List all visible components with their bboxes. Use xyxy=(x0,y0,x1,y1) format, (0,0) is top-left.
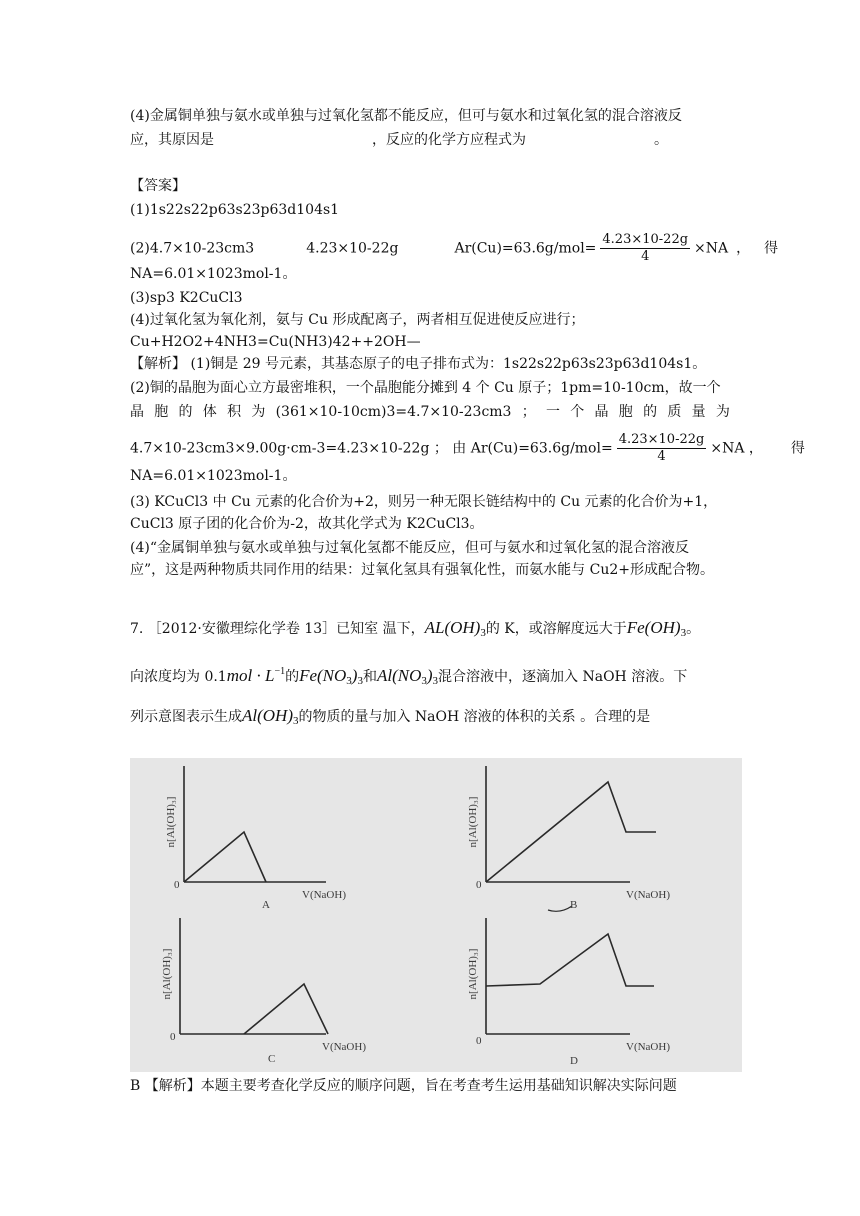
graph-c-ylabel: n[Al(OH)₃] xyxy=(161,948,173,1000)
question-4-line2: 应，其原因是 ，反应的化学方应程式为 。 xyxy=(130,132,668,148)
graph-a-curve xyxy=(184,832,266,882)
analysis-line3-word: 质 xyxy=(667,404,682,420)
fraction: $\frac{4.23\times 10-22g}{4}$ xyxy=(602,232,689,264)
graph-c-origin: 0 xyxy=(170,1031,176,1043)
analysis-line3-word: 的 xyxy=(178,404,193,420)
graph-d-origin: 0 xyxy=(476,1035,482,1047)
answer-2: (2)4.7×10-23cm3 4.23×10-22g Ar(Cu)=63.6g/mol= $\frac{4.23\times 10-22g}{4}$ ×NA ， 得 xyxy=(130,232,779,264)
graph-a-xlabel: V(NaOH) xyxy=(302,889,346,901)
analysis-line2: (2)铜的晶胞为面心立方最密堆积，一个晶胞能分摊到 4 个 Cu 原子；1pm=10-10cm，故一个 xyxy=(130,380,721,396)
analysis-line3-word: ； xyxy=(521,404,536,420)
graph-c-curve xyxy=(244,984,328,1034)
analysis-line3-word: 体 xyxy=(202,404,217,420)
analysis-line3-word: 个 xyxy=(570,404,585,420)
graph-c-xlabel: V(NaOH) xyxy=(322,1041,366,1053)
analysis-line3-word: 量 xyxy=(691,404,706,420)
answer-2-result: NA=6.01×1023mol-1。 xyxy=(130,266,297,282)
fraction: $\frac{4.23\times 10-22g}{4}$ xyxy=(618,432,705,464)
formula-alno33: $Al(NO_3)_3$ xyxy=(376,666,439,687)
analysis-line3 xyxy=(130,402,730,422)
question-4-line1: (4)金属铜单独与氨水或单独与过氧化氢都不能反应，但可与氨水和过氧化氢的混合溶液反 xyxy=(130,108,682,124)
formula-aloh3: $AL(OH)_3$ xyxy=(424,618,486,639)
graph-c xyxy=(180,918,328,1034)
answer-3: (3)sp3 K2CuCl3 xyxy=(130,290,243,306)
graph-d xyxy=(486,918,654,1034)
question-7-line1: 7. ［2012·安徽理综化学卷 13］已知室 温下，$AL(OH)_3$的 K，或溶解度远大于$Fe(OH)_3$。 xyxy=(130,618,701,639)
final-analysis-line: B 【解析】本题主要考查化学反应的顺序问题，旨在考查考生运用基础知识解决实际问题 xyxy=(130,1078,677,1094)
graph-d-xlabel: V(NaOH) xyxy=(626,1041,670,1053)
analysis-line3-word: (361×10-10cm)3=4.7×10-23cm3 xyxy=(275,404,512,420)
graph-b-pen-mark xyxy=(548,906,572,911)
graph-a-ylabel: n[Al(OH)₃] xyxy=(165,796,177,848)
question-7-line2: 向浓度均为 $0.1mol \cdot L^{-1}$的$Fe(NO_3)_3$和$Al(NO_3)_3$混合溶液中，逐滴加入 NaOH 溶液。下 xyxy=(130,666,688,687)
analysis-line9: 应”，这是两种物质共同作用的结果：过氧化氢具有强氧化性，而氨水能与 Cu2+形成配合物。 xyxy=(130,562,714,578)
analysis-line3-word: 胞 xyxy=(618,404,633,420)
analysis-line8: (4)“金属铜单独与氨水或单独与过氧化氢都不能反应，但可与氨水和过氧化氢的混合溶液反 xyxy=(130,540,689,556)
analysis-line5: NA=6.01×1023mol-1。 xyxy=(130,468,297,484)
graph-b-xlabel: V(NaOH) xyxy=(626,889,670,901)
answer-1: (1)1s22s22p63s23p63d104s1 xyxy=(130,202,340,218)
analysis-line3-word: 积 xyxy=(227,404,242,420)
answer-header: 【答案】 xyxy=(130,178,186,194)
graph-d-ylabel: n[Al(OH)₃] xyxy=(467,948,479,1000)
formula-feoh3: $Fe(OH)_3$ xyxy=(626,618,687,639)
graph-a-origin: 0 xyxy=(174,879,180,891)
analysis-line7: CuCl3 原子团的化合价为-2，故其化学式为 K2CuCl3。 xyxy=(130,516,484,532)
graph-b-ylabel: n[Al(OH)₃] xyxy=(467,796,479,848)
analysis-line4: 4.7×10-23cm3×9.00g·cm-3=4.23×10-22g ； 由 Ar(Cu)=63.6g/mol= $\frac{4.23\times 10-22g}{4}$ ×NA ， 得 xyxy=(130,432,805,464)
graph-options-photo xyxy=(130,758,742,1072)
analysis-line3-word: 为 xyxy=(251,404,266,420)
analysis-line3-word: 一 xyxy=(546,404,560,420)
analysis-line3-word: 的 xyxy=(643,404,658,420)
question-7-line3: 列示意图表示生成$Al(OH)_3$的物质的量与加入 NaOH 溶液的体积的关系 。合理的是 xyxy=(130,706,651,727)
analysis-line3-word: 晶 xyxy=(130,404,144,420)
graph-a-label: A xyxy=(262,899,270,911)
formula-mol-per-l: mol · $L^{-1}$ xyxy=(226,666,286,685)
analysis-line6: (3) KCuCl3 中 Cu 元素的化合价为+2，则另一种无限长链结构中的 Cu 元素的化合价为+1， xyxy=(130,494,718,510)
graph-a xyxy=(184,766,326,882)
graph-b-label: B xyxy=(570,899,578,911)
formula-feno33: $Fe(NO_3)_3$ xyxy=(299,666,363,687)
answer-4: (4)过氧化氢为氧化剂，氨与 Cu 形成配离子，两者相互促进使反应进行； xyxy=(130,312,585,328)
graph-d-curve xyxy=(486,934,654,986)
graph-b-curve xyxy=(486,782,656,882)
formula-aloh3: $Al(OH)_3$ xyxy=(242,706,299,727)
analysis-line1: 【解析】 (1)铜是 29 号元素，其基态原子的电子排布式为：1s22s22p63s23p63d104s1。 xyxy=(130,356,707,372)
graph-b-origin: 0 xyxy=(476,879,482,891)
graph-d-label: D xyxy=(570,1055,578,1067)
analysis-line3-word: 晶 xyxy=(594,404,609,420)
answer-4-equation: Cu+H2O2+4NH3=Cu(NH3)42++2OH— xyxy=(130,334,421,350)
graph-c-label: C xyxy=(268,1053,276,1065)
graph-options-figure xyxy=(130,758,742,1072)
analysis-line3-word: 为 xyxy=(715,404,730,420)
analysis-line3-word: 胞 xyxy=(154,404,169,420)
